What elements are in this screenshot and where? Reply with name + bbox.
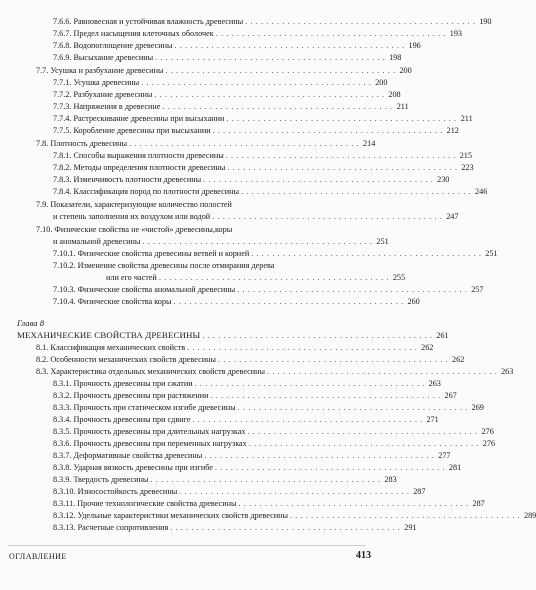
toc-entry-7-8-3 bbox=[53, 174, 450, 185]
leader-dots: . . . . . . . . . . . . . . . . . . . . . . . . . . . . . . . . . . . . . . . . . . . . bbox=[289, 511, 521, 520]
chapter-page: 261 bbox=[436, 331, 449, 340]
toc-entry-7-7-5 bbox=[53, 125, 459, 136]
toc-entry-label: 7.10.1. Физические свойства древесины ветвей и корней bbox=[53, 249, 250, 258]
toc-entry-page: 289 bbox=[523, 511, 536, 520]
toc-entry-page: 269 bbox=[471, 403, 484, 412]
leader-dots: . . . . . . . . . . . . . . . . . . . . . . . . . . . . . . . . . . . . . . . . . . . . bbox=[142, 237, 373, 246]
leader-dots: . . . . . . . . . . . . . . . . . . . . . . . . . . . . . . . . . . . . . . . . . . . . bbox=[162, 102, 393, 111]
toc-entry-page: 223 bbox=[461, 163, 474, 172]
toc-entry-label: 8.3.5. Прочность древесины при длительных нагрузках bbox=[53, 427, 246, 436]
toc-entry-8-2 bbox=[36, 354, 465, 365]
leader-dots: . . . . . . . . . . . . . . . . . . . . . . . . . . . . . . . . . . . . . . . . . . . . bbox=[194, 379, 425, 388]
footer-divider bbox=[8, 545, 366, 546]
leader-dots: . . . . . . . . . . . . . . . . . . . . . . . . . . . . . . . . . . . . . . . . . . . . bbox=[245, 17, 476, 26]
toc-entry-label: 8.3.13. Расчетные сопротивления bbox=[53, 523, 169, 532]
leader-dots: . . . . . . . . . . . . . . . . . . . . . . . . . . . . . . . . . . . . . . . . . . . . bbox=[129, 139, 360, 148]
toc-entry-7-9-line1: 7.9. Показатели, характеризующие количество полостей bbox=[36, 200, 232, 209]
toc-entry-label: 8.2. Особенности механических свойств древесины bbox=[36, 355, 217, 364]
toc-entry-page: 200 bbox=[375, 78, 388, 87]
toc-entry-7-9-line2 bbox=[53, 211, 459, 222]
toc-entry-7-10-line2 bbox=[53, 236, 389, 247]
toc-entry-7-7-3 bbox=[53, 101, 409, 112]
toc-entry-label: 8.3. Характеристика отдельных механических свойств древесины bbox=[36, 367, 266, 376]
leader-dots: . . . . . . . . . . . . . . . . . . . . . . . . . . . . . . . . . . . . . . . . . . . . bbox=[204, 451, 435, 460]
toc-entry-page: 262 bbox=[452, 355, 465, 364]
toc-entry-page: 247 bbox=[446, 212, 459, 221]
chapter-title: МЕХАНИЧЕСКИЕ СВОЙСТВА ДРЕВЕСИНЫ bbox=[17, 330, 201, 340]
toc-entry-label: 8.3.3. Прочность при статическом изгибе древесины bbox=[53, 403, 236, 412]
toc-entry-page: 208 bbox=[388, 90, 401, 99]
toc-entry-page: 255 bbox=[392, 273, 406, 282]
toc-entry-label: 7.8. Плотность древесины bbox=[36, 139, 128, 148]
toc-entry-7-10-2-line1: 7.10.2. Изменение свойства древесины после отмирания дерева bbox=[53, 261, 275, 270]
leader-dots: . . . . . . . . . . . . . . . . . . . . . . . . . . . . . . . . . . . . . . . . . . . . bbox=[251, 249, 482, 258]
toc-entry-7-8-1 bbox=[53, 150, 472, 161]
toc-entry-8-3-8 bbox=[53, 462, 462, 473]
leader-dots: . . . . . . . . . . . . . . . . . . . . . . . . . . . . . . . . . . . . . . . . . . . . bbox=[192, 415, 423, 424]
toc-entry-page: 251 bbox=[376, 237, 389, 246]
toc-entry-8-3-2 bbox=[53, 390, 457, 401]
leader-dots: . . . . . . . . . . . . . . . . . . . . . . . . . . . . . . . . . . . . . . . . . . . . bbox=[237, 285, 468, 294]
leader-dots: . . . . . . . . . . . . . . . . . . . . . . . . . . . . . . . . . . . . . . . . . . . . bbox=[158, 273, 390, 282]
toc-entry-7-10-1 bbox=[53, 248, 498, 259]
toc-entry-label: 8.3.8. Ударная вязкость древесины при изгибе bbox=[53, 463, 213, 472]
toc-entry-7-8 bbox=[36, 138, 376, 149]
toc-entry-label: 7.7.2. Разбухание древесины bbox=[53, 90, 153, 99]
toc-entry-7-6-8 bbox=[53, 40, 421, 51]
toc-entry-7-8-2 bbox=[53, 162, 474, 173]
toc-entry-7-6-6 bbox=[53, 16, 492, 27]
leader-dots: . . . . . . . . . . . . . . . . . . . . . . . . . . . . . . . . . . . . . . . . . . . . bbox=[203, 175, 434, 184]
toc-entry-label: 8.1. Классификация механических свойств bbox=[36, 343, 186, 352]
toc-entry-page: 260 bbox=[407, 297, 420, 306]
leader-dots: . . . . . . . . . . . . . . . . . . . . . . . . . . . . . . . . . . . . . . . . . . . . bbox=[154, 90, 385, 99]
toc-entry-page: 198 bbox=[389, 53, 402, 62]
toc-entry-label: 8.3.7. Деформативные свойства древесины bbox=[53, 451, 203, 460]
toc-entry-label: и аномальной древесины bbox=[53, 237, 141, 246]
toc-entry-label: 7.6.7. Предел насыщения клеточных оболочек bbox=[53, 29, 214, 38]
toc-entry-label: 7.7.5. Коробление древесины при высыхании bbox=[53, 126, 211, 135]
leader-dots: . . . . . . . . . . . . . . . . . . . . . . . . . . . . . . . . . . . . . . . . . . . . bbox=[202, 331, 433, 340]
leader-dots: . . . . . . . . . . . . . . . . . . . . . . . . . . . . . . . . . . . . . . . . . . . . bbox=[173, 297, 404, 306]
chapter-label: Глава 8 bbox=[17, 318, 44, 328]
leader-dots: . . . . . . . . . . . . . . . . . . . . . . . . . . . . . . . . . . . . . . . . . . . . bbox=[141, 78, 372, 87]
toc-entry-8-3-11 bbox=[53, 498, 485, 509]
toc-entry-page: 287 bbox=[472, 499, 485, 508]
toc-entry-8-3-7 bbox=[53, 450, 451, 461]
toc-entry-label: 7.6.9. Высыхание древесины bbox=[53, 53, 154, 62]
leader-dots: . . . . . . . . . . . . . . . . . . . . . . . . . . . . . . . . . . . . . . . . . . . . bbox=[247, 427, 478, 436]
toc-entry-label: 7.8.4. Классификация пород по плотности древесины bbox=[53, 187, 240, 196]
toc-entry-page: 277 bbox=[438, 451, 451, 460]
toc-entry-7-7-4 bbox=[53, 113, 473, 124]
toc-entry-label: или его частей bbox=[106, 273, 157, 282]
toc-entry-8-3-12 bbox=[53, 510, 536, 521]
chapter-heading bbox=[17, 329, 449, 342]
leader-dots: . . . . . . . . . . . . . . . . . . . . . . . . . . . . . . . . . . . . . . . . . . . . bbox=[238, 499, 469, 508]
toc-entry-7-10-4 bbox=[53, 296, 420, 307]
toc-entry-8-3-3 bbox=[53, 402, 484, 413]
toc-entry-page: 287 bbox=[413, 487, 426, 496]
toc-entry-label: 8.3.6. Прочность древесины при переменных нагрузках bbox=[53, 439, 247, 448]
toc-entry-page: 281 bbox=[448, 463, 462, 472]
toc-entry-label: 8.3.11. Прочие технологические свойства древесины bbox=[53, 499, 237, 508]
toc-entry-8-3-4 bbox=[53, 414, 439, 425]
leader-dots: . . . . . . . . . . . . . . . . . . . . . . . . . . . . . . . . . . . . . . . . . . . . bbox=[170, 523, 401, 532]
toc-entry-page: 211 bbox=[396, 102, 409, 111]
leader-dots: . . . . . . . . . . . . . . . . . . . . . . . . . . . . . . . . . . . . . . . . . . . . bbox=[241, 187, 472, 196]
toc-entry-7-7-2 bbox=[53, 89, 401, 100]
toc-entry-page: 267 bbox=[444, 391, 457, 400]
page-number: 413 bbox=[356, 550, 371, 561]
toc-entry-7-7-1 bbox=[53, 77, 388, 88]
leader-dots: . . . . . . . . . . . . . . . . . . . . . . . . . . . . . . . . . . . . . . . . . . . . bbox=[212, 126, 443, 135]
leader-dots: . . . . . . . . . . . . . . . . . . . . . . . . . . . . . . . . . . . . . . . . . . . . bbox=[248, 439, 480, 448]
leader-dots: . . . . . . . . . . . . . . . . . . . . . . . . . . . . . . . . . . . . . . . . . . . . bbox=[226, 114, 457, 123]
leader-dots: . . . . . . . . . . . . . . . . . . . . . . . . . . . . . . . . . . . . . . . . . . . . bbox=[267, 367, 498, 376]
leader-dots: . . . . . . . . . . . . . . . . . . . . . . . . . . . . . . . . . . . . . . . . . . . . bbox=[227, 163, 458, 172]
leader-dots: . . . . . . . . . . . . . . . . . . . . . . . . . . . . . . . . . . . . . . . . . . . . bbox=[174, 41, 405, 50]
leader-dots: . . . . . . . . . . . . . . . . . . . . . . . . . . . . . . . . . . . . . . . . . . . . bbox=[237, 403, 468, 412]
leader-dots: . . . . . . . . . . . . . . . . . . . . . . . . . . . . . . . . . . . . . . . . . . . . bbox=[210, 391, 441, 400]
leader-dots: . . . . . . . . . . . . . . . . . . . . . . . . . . . . . . . . . . . . . . . . . . . . bbox=[214, 463, 446, 472]
toc-entry-page: 193 bbox=[449, 29, 463, 38]
toc-entry-page: 190 bbox=[479, 17, 492, 26]
toc-entry-label: 7.6.6. Равновесная и устойчивая влажность древесины bbox=[53, 17, 244, 26]
toc-entry-label: 8.3.10. Износостойкость древесины bbox=[53, 487, 178, 496]
toc-entry-page: 230 bbox=[437, 175, 450, 184]
toc-entry-page: 257 bbox=[471, 285, 484, 294]
toc-entry-8-3-6 bbox=[53, 438, 496, 449]
leader-dots: . . . . . . . . . . . . . . . . . . . . . . . . . . . . . . . . . . . . . . . . . . . . bbox=[155, 53, 386, 62]
running-footer-section: ОГЛАВЛЕНИЕ bbox=[9, 552, 67, 561]
toc-entry-label: 7.8.2. Методы определения плотности древесины bbox=[53, 163, 226, 172]
toc-entry-page: 262 bbox=[421, 343, 434, 352]
toc-entry-page: 276 bbox=[481, 427, 494, 436]
toc-entry-label: 8.3.12. Удельные характеристики механических свойств древесины bbox=[53, 511, 288, 520]
toc-entry-7-6-9 bbox=[53, 52, 402, 63]
toc-entry-label: 8.3.9. Твердость древесины bbox=[53, 475, 149, 484]
leader-dots: . . . . . . . . . . . . . . . . . . . . . . . . . . . . . . . . . . . . . . . . . . . . bbox=[165, 66, 396, 75]
toc-entry-8-1 bbox=[36, 342, 434, 353]
toc-entry-page: 263 bbox=[428, 379, 441, 388]
toc-entry-8-3-9 bbox=[53, 474, 397, 485]
toc-entry-page: 200 bbox=[399, 66, 412, 75]
leader-dots: . . . . . . . . . . . . . . . . . . . . . . . . . . . . . . . . . . . . . . . . . . . . bbox=[179, 487, 410, 496]
toc-entry-label: 7.7. Усушка и разбухание древесины bbox=[36, 66, 164, 75]
toc-entry-8-3-13 bbox=[53, 522, 417, 533]
toc-entry-page: 251 bbox=[485, 249, 498, 258]
toc-entry-label: 8.3.1. Прочность древесины при сжатии bbox=[53, 379, 193, 388]
toc-entry-page: 271 bbox=[426, 415, 439, 424]
leader-dots: . . . . . . . . . . . . . . . . . . . . . . . . . . . . . . . . . . . . . . . . . . . . bbox=[225, 151, 456, 160]
leader-dots: . . . . . . . . . . . . . . . . . . . . . . . . . . . . . . . . . . . . . . . . . . . . bbox=[218, 355, 449, 364]
toc-entry-page: 283 bbox=[384, 475, 397, 484]
toc-entry-8-3 bbox=[36, 366, 514, 377]
toc-entry-8-3-1 bbox=[53, 378, 441, 389]
toc-entry-label: 7.8.1. Способы выражения плотности древесины bbox=[53, 151, 224, 160]
toc-entry-page: 215 bbox=[459, 151, 472, 160]
toc-entry-7-10-2-line2 bbox=[106, 272, 406, 283]
toc-entry-page: 276 bbox=[482, 439, 496, 448]
toc-entry-label: 8.3.2. Прочность древесины при растяжении bbox=[53, 391, 209, 400]
toc-entry-label: 7.10.4. Физические свойства коры bbox=[53, 297, 172, 306]
toc-entry-label: 7.7.3. Напряжения в древесине bbox=[53, 102, 161, 111]
toc-entry-page: 263 bbox=[501, 367, 514, 376]
toc-entry-page: 196 bbox=[408, 41, 421, 50]
toc-entry-label: и степень заполнения их воздухом или водой bbox=[53, 212, 211, 221]
toc-entry-label: 8.3.4. Прочность древесины при сдвиге bbox=[53, 415, 191, 424]
toc-entry-7-8-4 bbox=[53, 186, 488, 197]
toc-entry-label: 7.10.3. Физические свойства аномальной древесины bbox=[53, 285, 236, 294]
toc-entry-page: 246 bbox=[475, 187, 488, 196]
toc-entry-label: 7.7.4. Растрескивание древесины при высыхании bbox=[53, 114, 225, 123]
toc-entry-label: 7.7.1. Усушка древесины bbox=[53, 78, 140, 87]
toc-entry-page: 291 bbox=[404, 523, 417, 532]
leader-dots: . . . . . . . . . . . . . . . . . . . . . . . . . . . . . . . . . . . . . . . . . . . . bbox=[212, 212, 443, 221]
toc-entry-8-3-5 bbox=[53, 426, 494, 437]
toc-entry-label: 7.6.8. Водопоглощение древесины bbox=[53, 41, 173, 50]
toc-entry-page: 212 bbox=[446, 126, 459, 135]
leader-dots: . . . . . . . . . . . . . . . . . . . . . . . . . . . . . . . . . . . . . . . . . . . . bbox=[215, 29, 447, 38]
toc-entry-page: 211 bbox=[460, 114, 473, 123]
toc-entry-7-10-line1: 7.10. Физические свойства не «чистой» древесины,коры bbox=[36, 225, 233, 234]
toc-entry-label: 7.8.3. Изменчивость плотности древесины bbox=[53, 175, 202, 184]
toc-entry-7-10-3 bbox=[53, 284, 484, 295]
leader-dots: . . . . . . . . . . . . . . . . . . . . . . . . . . . . . . . . . . . . . . . . . . . . bbox=[150, 475, 381, 484]
toc-entry-7-7 bbox=[36, 65, 412, 76]
leader-dots: . . . . . . . . . . . . . . . . . . . . . . . . . . . . . . . . . . . . . . . . . . . . bbox=[187, 343, 418, 352]
toc-entry-page: 214 bbox=[363, 139, 376, 148]
toc-entry-7-6-7 bbox=[53, 28, 463, 39]
toc-entry-8-3-10 bbox=[53, 486, 426, 497]
